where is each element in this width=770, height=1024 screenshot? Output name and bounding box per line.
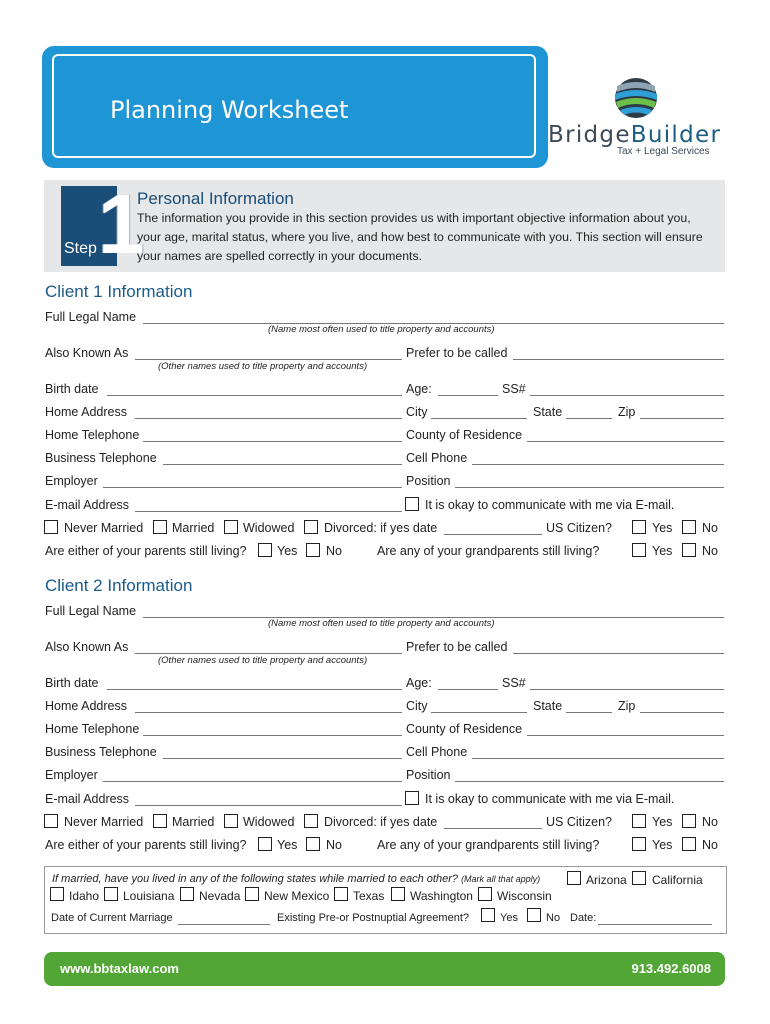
home-address-label: Home Address xyxy=(45,405,127,419)
state-field[interactable] xyxy=(566,418,612,419)
married-checkbox[interactable] xyxy=(153,814,167,828)
grandparents-no-checkbox[interactable] xyxy=(682,837,696,851)
city-label: City xyxy=(406,405,428,419)
citizen-no-checkbox[interactable] xyxy=(682,520,696,534)
new-mexico-checkbox[interactable] xyxy=(245,887,259,901)
citizen-no-label: No xyxy=(702,815,718,829)
parents-no-label: No xyxy=(326,838,342,852)
state-label: State xyxy=(533,405,563,419)
idaho-checkbox[interactable] xyxy=(50,887,64,901)
us-citizen-label: US Citizen? xyxy=(546,815,612,829)
client-section-title: Client 2 Information xyxy=(45,576,193,595)
agreement-date-label: Date: xyxy=(570,912,597,924)
parents-no-label: No xyxy=(326,544,342,558)
divorced-checkbox[interactable] xyxy=(304,814,318,828)
personal-info-description: The information you provide in this section provides us with important objective information about you, your age, marital status, where you live, and how best to communicate with you. This section will ensure your names are spelled correctly in your documents. xyxy=(137,211,703,263)
zip-field[interactable] xyxy=(640,418,724,419)
full-name-note: (Name most often used to title property and accounts) xyxy=(268,324,495,335)
zip-field[interactable] xyxy=(640,712,724,713)
business-telephone-label: Business Telephone xyxy=(45,451,157,465)
wisconsin-checkbox[interactable] xyxy=(478,887,492,901)
page-title: Planning Worksheet xyxy=(110,96,349,124)
wisconsin-label: Wisconsin xyxy=(497,889,552,903)
ss-field[interactable] xyxy=(530,689,724,690)
zip-label: Zip xyxy=(618,699,636,713)
personal-info-title: Personal Information xyxy=(137,189,294,208)
louisiana-label: Louisiana xyxy=(123,889,175,903)
birth-date-field[interactable] xyxy=(107,395,402,396)
age-label: Age: xyxy=(406,676,432,690)
city-label: City xyxy=(406,699,428,713)
city-field[interactable] xyxy=(431,418,527,419)
footer-bar xyxy=(44,952,725,986)
cell-phone-field[interactable] xyxy=(472,758,724,759)
position-field[interactable] xyxy=(455,487,724,488)
marriage-date-field[interactable] xyxy=(178,924,270,925)
washington-label: Washington xyxy=(410,889,473,903)
city-field[interactable] xyxy=(431,712,527,713)
zip-label: Zip xyxy=(618,405,636,419)
prefer-called-field[interactable] xyxy=(513,653,724,654)
us-citizen-label: US Citizen? xyxy=(546,521,612,535)
home-address-label: Home Address xyxy=(45,699,127,713)
prefer-called-label: Prefer to be called xyxy=(406,346,508,360)
parents-yes-checkbox[interactable] xyxy=(258,543,272,557)
widowed-checkbox[interactable] xyxy=(224,520,238,534)
idaho-label: Idaho xyxy=(69,889,100,903)
birth-date-label: Birth date xyxy=(45,382,99,396)
full-legal-name-label: Full Legal Name xyxy=(45,604,137,618)
birth-date-field[interactable] xyxy=(107,689,402,690)
cell-phone-field[interactable] xyxy=(472,464,724,465)
citizen-yes-checkbox[interactable] xyxy=(632,520,646,534)
grandparents-yes-checkbox[interactable] xyxy=(632,543,646,557)
nevada-checkbox[interactable] xyxy=(180,887,194,901)
county-field[interactable] xyxy=(527,735,724,736)
also-known-as-field[interactable] xyxy=(135,653,402,654)
home-address-field[interactable] xyxy=(135,418,402,419)
citizen-no-checkbox[interactable] xyxy=(682,814,696,828)
parents-no-checkbox[interactable] xyxy=(306,837,320,851)
new-mexico-label: New Mexico xyxy=(264,889,330,903)
logo-tagline: Tax + Legal Services xyxy=(617,146,710,157)
website-link[interactable]: www.bbtaxlaw.com xyxy=(60,961,179,976)
citizen-yes-checkbox[interactable] xyxy=(632,814,646,828)
aka-note: (Other names used to title property and accounts) xyxy=(158,361,368,372)
client-1-section xyxy=(0,282,770,572)
phone-number: 913.492.6008 xyxy=(631,961,711,976)
parents-yes-checkbox[interactable] xyxy=(258,837,272,851)
step-number: 1 xyxy=(98,177,145,271)
louisiana-checkbox[interactable] xyxy=(104,887,118,901)
agreement-yes-label: Yes xyxy=(500,912,518,924)
also-known-as-label: Also Known As xyxy=(45,346,129,360)
never-married-checkbox[interactable] xyxy=(44,814,58,828)
business-telephone-field[interactable] xyxy=(163,758,402,759)
grandparents-yes-label: Yes xyxy=(652,544,673,558)
grandparents-yes-label: Yes xyxy=(652,838,673,852)
married-checkbox[interactable] xyxy=(153,520,167,534)
grandparents-no-checkbox[interactable] xyxy=(682,543,696,557)
bridgebuilder-logo-icon xyxy=(612,76,660,120)
parents-yes-label: Yes xyxy=(277,544,298,558)
never-married-label: Never Married xyxy=(64,815,144,829)
california-label: California xyxy=(652,873,703,887)
employer-field[interactable] xyxy=(103,487,402,488)
email-field[interactable] xyxy=(135,805,402,806)
grandparents-living-label: Are any of your grandparents still living? xyxy=(377,838,600,852)
arizona-checkbox[interactable] xyxy=(567,871,581,885)
never-married-checkbox[interactable] xyxy=(44,520,58,534)
parents-no-checkbox[interactable] xyxy=(306,543,320,557)
grandparents-no-label: No xyxy=(702,838,718,852)
client-section-title: Client 1 Information xyxy=(45,282,193,301)
divorced-checkbox[interactable] xyxy=(304,520,318,534)
header-banner xyxy=(42,46,548,168)
grandparents-living-label: Are any of your grandparents still living? xyxy=(377,544,600,558)
grandparents-yes-checkbox[interactable] xyxy=(632,837,646,851)
nevada-label: Nevada xyxy=(199,889,241,903)
widowed-checkbox[interactable] xyxy=(224,814,238,828)
home-telephone-field[interactable] xyxy=(143,441,402,442)
email-ok-checkbox[interactable] xyxy=(405,497,419,511)
divorced-date-field[interactable] xyxy=(444,828,542,829)
position-label: Position xyxy=(406,474,451,488)
business-telephone-label: Business Telephone xyxy=(45,745,157,759)
logo-wordmark: BridgeBuilder xyxy=(548,122,722,148)
agreement-date-field[interactable] xyxy=(598,924,712,925)
county-label: County of Residence xyxy=(406,428,523,442)
marriage-date-label: Date of Current Marriage xyxy=(51,912,173,924)
divorced-label: Divorced: if yes date xyxy=(324,521,438,535)
full-legal-name-label: Full Legal Name xyxy=(45,310,137,324)
agreement-yes-checkbox[interactable] xyxy=(481,908,495,922)
parents-yes-label: Yes xyxy=(277,838,298,852)
employer-label: Employer xyxy=(45,474,98,488)
employer-field[interactable] xyxy=(103,781,402,782)
grandparents-no-label: No xyxy=(702,544,718,558)
citizen-no-label: No xyxy=(702,521,718,535)
ss-field[interactable] xyxy=(530,395,724,396)
also-known-as-field[interactable] xyxy=(135,359,402,360)
washington-checkbox[interactable] xyxy=(391,887,405,901)
cell-phone-label: Cell Phone xyxy=(406,451,468,465)
widowed-label: Widowed xyxy=(243,815,295,829)
employer-label: Employer xyxy=(45,768,98,782)
ss-label: SS# xyxy=(502,676,526,690)
also-known-as-label: Also Known As xyxy=(45,640,129,654)
business-telephone-field[interactable] xyxy=(163,464,402,465)
email-ok-checkbox[interactable] xyxy=(405,791,419,805)
home-telephone-label: Home Telephone xyxy=(45,722,140,736)
arizona-label: Arizona xyxy=(586,873,627,887)
birth-date-label: Birth date xyxy=(45,676,99,690)
ss-label: SS# xyxy=(502,382,526,396)
texas-label: Texas xyxy=(353,889,385,903)
california-checkbox[interactable] xyxy=(632,871,646,885)
county-label: County of Residence xyxy=(406,722,523,736)
widowed-label: Widowed xyxy=(243,521,295,535)
banner-frame xyxy=(52,54,536,158)
step-label: Step xyxy=(64,240,97,257)
position-field[interactable] xyxy=(455,781,724,782)
home-address-field[interactable] xyxy=(135,712,402,713)
position-label: Position xyxy=(406,768,451,782)
states-question: If married, have you lived in any of the following states while married to each other? (Mark all that apply) xyxy=(52,873,541,885)
age-field[interactable] xyxy=(438,395,498,396)
state-field[interactable] xyxy=(566,712,612,713)
agreement-label: Existing Pre-or Postnuptial Agreement? xyxy=(277,912,469,924)
county-field[interactable] xyxy=(527,441,724,442)
email-field[interactable] xyxy=(135,511,402,512)
prefer-called-label: Prefer to be called xyxy=(406,640,508,654)
email-label: E-mail Address xyxy=(45,498,130,512)
state-label: State xyxy=(533,699,563,713)
parents-living-label: Are either of your parents still living? xyxy=(45,544,247,558)
divorced-date-field[interactable] xyxy=(444,534,542,535)
parents-living-label: Are either of your parents still living? xyxy=(45,838,247,852)
never-married-label: Never Married xyxy=(64,521,144,535)
married-label: Married xyxy=(172,815,215,829)
citizen-yes-label: Yes xyxy=(652,815,673,829)
aka-note: (Other names used to title property and accounts) xyxy=(158,655,368,666)
agreement-no-checkbox[interactable] xyxy=(527,908,541,922)
married-label: Married xyxy=(172,521,215,535)
divorced-label: Divorced: if yes date xyxy=(324,815,438,829)
client-2-section xyxy=(0,576,770,866)
full-name-note: (Name most often used to title property and accounts) xyxy=(268,618,495,629)
home-telephone-label: Home Telephone xyxy=(45,428,140,442)
email-ok-label: It is okay to communicate with me via E-mail. xyxy=(425,792,675,806)
age-field[interactable] xyxy=(438,689,498,690)
prefer-called-field[interactable] xyxy=(513,359,724,360)
age-label: Age: xyxy=(406,382,432,396)
citizen-yes-label: Yes xyxy=(652,521,673,535)
email-ok-label: It is okay to communicate with me via E-mail. xyxy=(425,498,675,512)
texas-checkbox[interactable] xyxy=(334,887,348,901)
home-telephone-field[interactable] xyxy=(143,735,402,736)
email-label: E-mail Address xyxy=(45,792,130,806)
agreement-no-label: No xyxy=(546,912,561,924)
cell-phone-label: Cell Phone xyxy=(406,745,468,759)
